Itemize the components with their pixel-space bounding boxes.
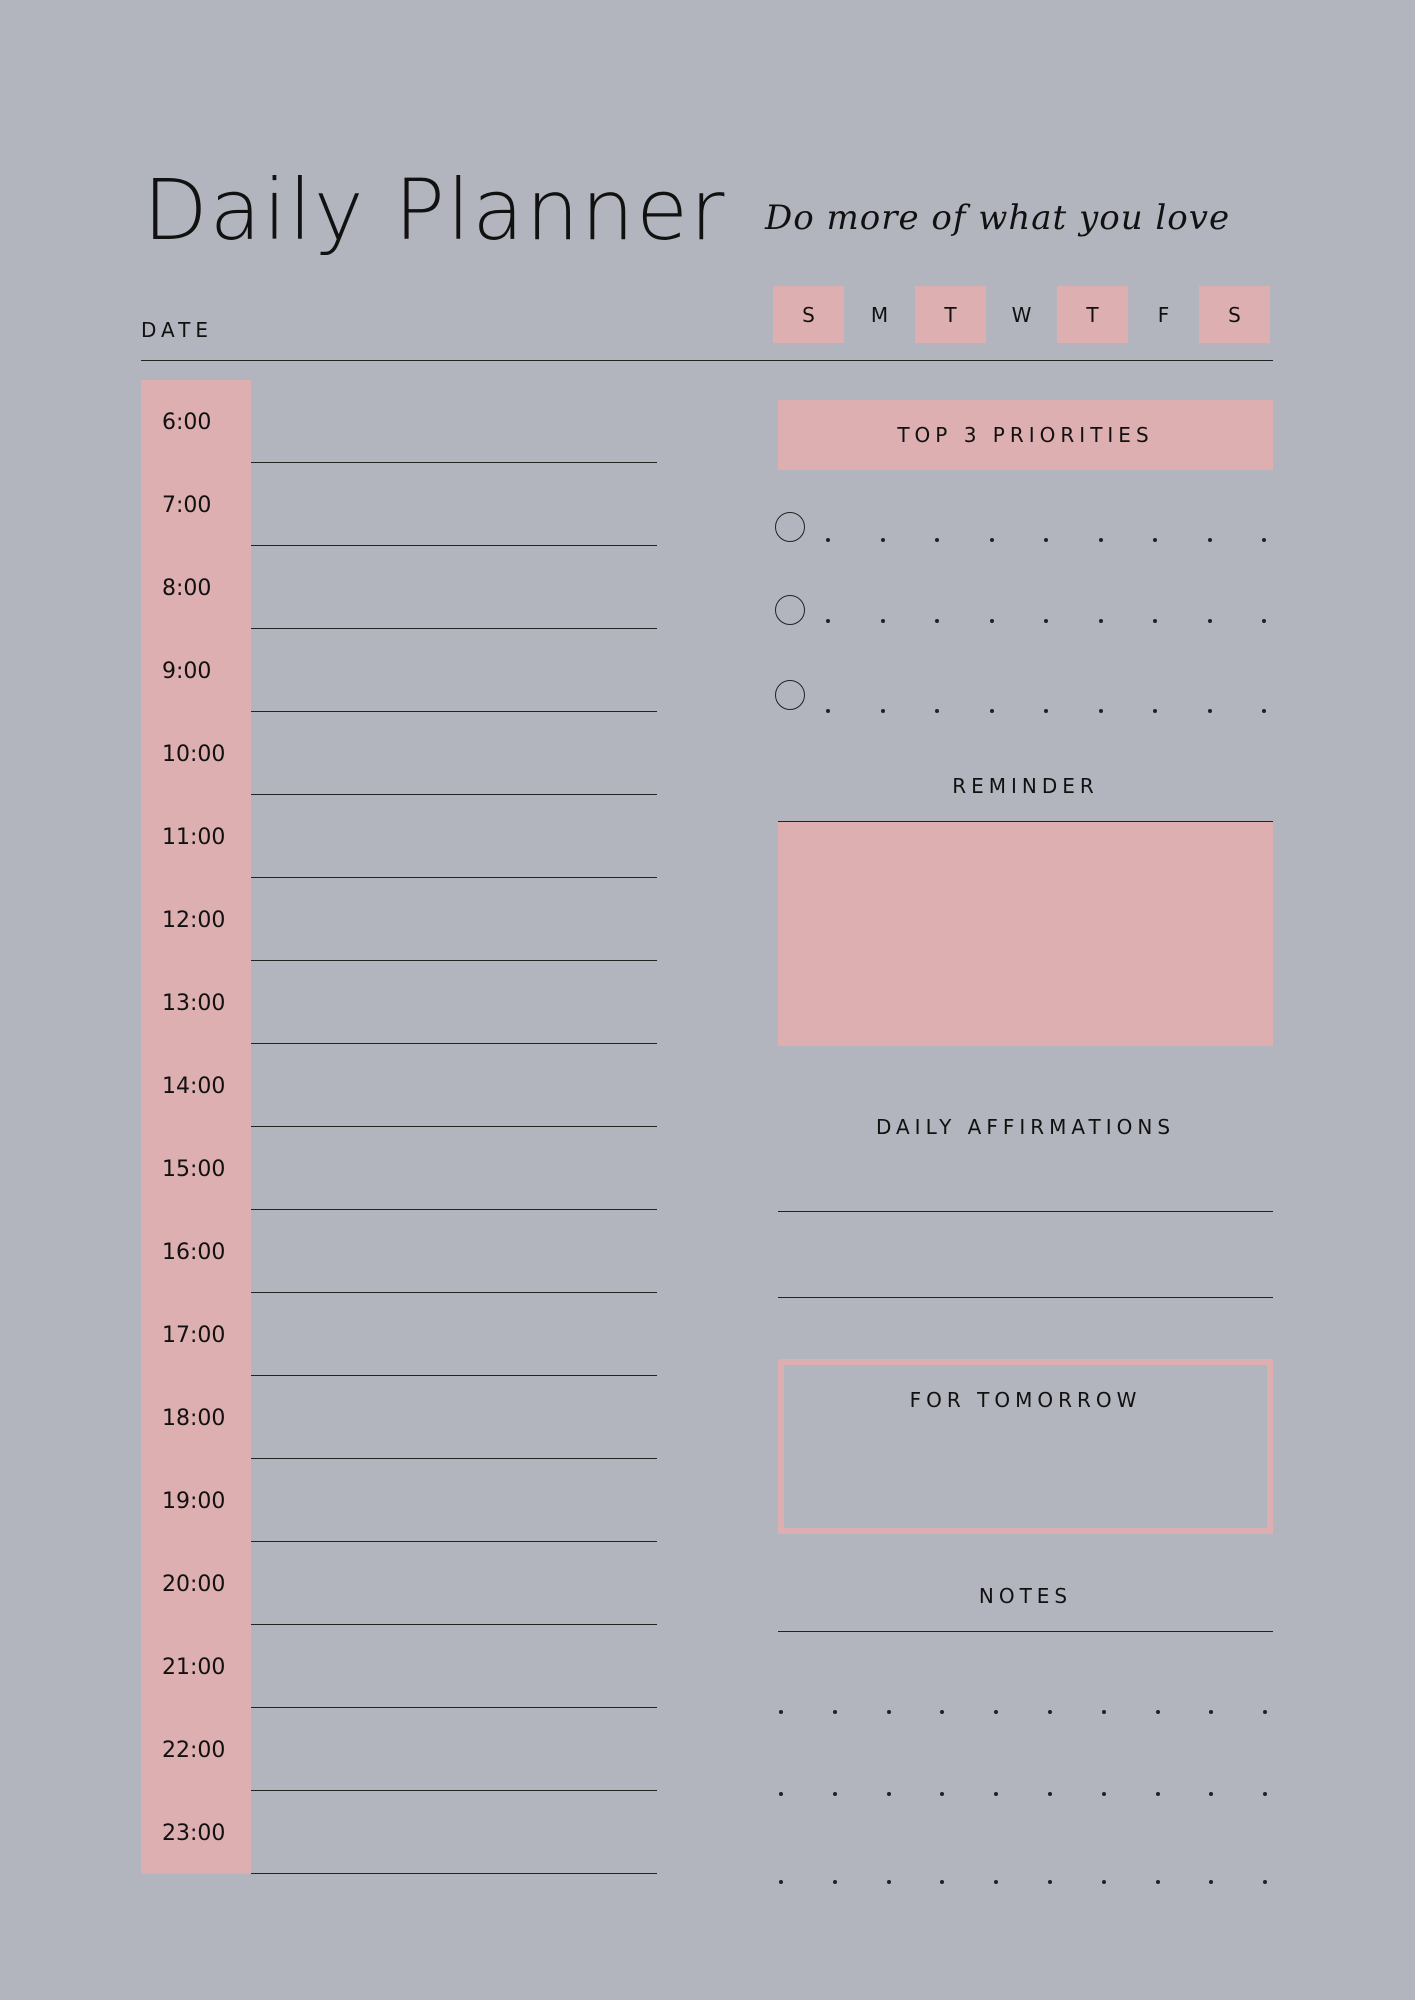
- page-title: Daily Planner: [143, 161, 727, 259]
- dot: [833, 1792, 837, 1796]
- hourly-schedule: [141, 380, 657, 1874]
- dot: [1044, 709, 1048, 713]
- schedule-row[interactable]: [141, 629, 657, 712]
- hour-label: 8:00: [162, 576, 212, 601]
- notes-title: NOTES: [978, 1584, 1073, 1608]
- hour-label: 6:00: [162, 410, 212, 435]
- dot: [881, 619, 885, 623]
- tomorrow-box[interactable]: [778, 1359, 1273, 1534]
- dotted-line: [826, 709, 1266, 713]
- notes-dotted-line[interactable]: [779, 1710, 1267, 1714]
- dot: [779, 1880, 783, 1884]
- dot: [881, 709, 885, 713]
- dotted-line: [826, 538, 1266, 542]
- dot: [1156, 1792, 1160, 1796]
- schedule-row[interactable]: [141, 1625, 657, 1708]
- dot: [994, 1880, 998, 1884]
- dot: [779, 1792, 783, 1796]
- weekday-sunday[interactable]: [773, 286, 844, 343]
- schedule-row[interactable]: [141, 1210, 657, 1293]
- dot: [935, 619, 939, 623]
- weekday-wednesday[interactable]: [986, 286, 1057, 343]
- weekday-label: F: [1157, 302, 1170, 327]
- hour-label: 21:00: [162, 1655, 226, 1680]
- dot: [940, 1880, 944, 1884]
- notes-dotted-line[interactable]: [779, 1880, 1267, 1884]
- schedule-row[interactable]: [141, 1293, 657, 1376]
- dot: [887, 1710, 891, 1714]
- weekday-label: M: [870, 302, 889, 327]
- dot: [779, 1710, 783, 1714]
- schedule-row[interactable]: [141, 795, 657, 878]
- priorities-header: [778, 400, 1273, 470]
- reminder-title: REMINDER: [952, 774, 1099, 798]
- notes-divider: [778, 1631, 1273, 1632]
- hour-label: 7:00: [162, 493, 212, 518]
- dot: [1048, 1792, 1052, 1796]
- priorities-title: TOP 3 PRIORITIES: [897, 423, 1154, 447]
- dot: [1048, 1880, 1052, 1884]
- dot: [994, 1792, 998, 1796]
- hour-label: 12:00: [162, 908, 226, 933]
- dot: [994, 1710, 998, 1714]
- hour-label: 16:00: [162, 1240, 226, 1265]
- header-divider: [141, 360, 1273, 361]
- dot: [1048, 1710, 1052, 1714]
- weekday-label: S: [802, 302, 815, 327]
- dot: [1099, 538, 1103, 542]
- dot: [990, 709, 994, 713]
- dot: [1208, 709, 1212, 713]
- schedule-row[interactable]: [141, 712, 657, 795]
- hour-label: 22:00: [162, 1738, 226, 1763]
- schedule-row[interactable]: [141, 1791, 657, 1874]
- dot: [1099, 709, 1103, 713]
- dot: [1099, 619, 1103, 623]
- dotted-line: [826, 619, 1266, 623]
- schedule-row[interactable]: [141, 878, 657, 961]
- schedule-row[interactable]: [141, 1376, 657, 1459]
- hour-label: 10:00: [162, 742, 226, 767]
- circle-checkbox-icon[interactable]: [775, 595, 805, 625]
- dot: [1262, 538, 1266, 542]
- weekday-saturday[interactable]: [1199, 286, 1270, 343]
- tagline: Do more of what you love: [765, 198, 1231, 238]
- notes-dotted-line[interactable]: [779, 1792, 1267, 1796]
- dot: [1156, 1710, 1160, 1714]
- weekday-friday[interactable]: [1128, 286, 1199, 343]
- dot: [881, 538, 885, 542]
- dot: [826, 619, 830, 623]
- affirmations-title: DAILY AFFIRMATIONS: [875, 1115, 1176, 1139]
- schedule-row[interactable]: [141, 961, 657, 1044]
- weekday-thursday[interactable]: [1057, 286, 1128, 343]
- schedule-row[interactable]: [141, 546, 657, 629]
- dot: [833, 1710, 837, 1714]
- hour-label: 19:00: [162, 1489, 226, 1514]
- dot: [990, 538, 994, 542]
- dot: [1262, 619, 1266, 623]
- dot: [935, 538, 939, 542]
- dot: [990, 619, 994, 623]
- dot: [1263, 1710, 1267, 1714]
- dot: [1153, 538, 1157, 542]
- reminder-box[interactable]: [778, 822, 1273, 1046]
- dot: [1209, 1880, 1213, 1884]
- circle-checkbox-icon[interactable]: [775, 512, 805, 542]
- dot: [1209, 1710, 1213, 1714]
- dot: [1263, 1792, 1267, 1796]
- priority-item[interactable]: [775, 512, 1275, 548]
- schedule-row[interactable]: [141, 1708, 657, 1791]
- dot: [1262, 709, 1266, 713]
- weekday-label: T: [944, 302, 957, 327]
- dot: [887, 1792, 891, 1796]
- dot: [1153, 619, 1157, 623]
- schedule-row[interactable]: [141, 1542, 657, 1625]
- dot: [887, 1880, 891, 1884]
- schedule-row[interactable]: [141, 1459, 657, 1542]
- hour-label: 14:00: [162, 1074, 226, 1099]
- schedule-row[interactable]: [141, 1127, 657, 1210]
- weekday-label: W: [1011, 302, 1032, 327]
- affirmation-line[interactable]: [778, 1297, 1273, 1298]
- hour-label: 23:00: [162, 1821, 226, 1846]
- dot: [826, 538, 830, 542]
- weekday-tuesday[interactable]: [915, 286, 986, 343]
- dot: [940, 1710, 944, 1714]
- hour-label: 20:00: [162, 1572, 226, 1597]
- dot: [940, 1792, 944, 1796]
- dot: [1156, 1880, 1160, 1884]
- dot: [1102, 1710, 1106, 1714]
- hour-label: 9:00: [162, 659, 212, 684]
- dot: [1102, 1792, 1106, 1796]
- hour-label: 17:00: [162, 1323, 226, 1348]
- dot: [1263, 1880, 1267, 1884]
- schedule-row[interactable]: [141, 380, 657, 463]
- hour-label: 15:00: [162, 1157, 226, 1182]
- priority-item[interactable]: [775, 595, 1275, 631]
- hour-label: 18:00: [162, 1406, 226, 1431]
- circle-checkbox-icon[interactable]: [775, 680, 805, 710]
- dot: [1044, 619, 1048, 623]
- schedule-row[interactable]: [141, 1044, 657, 1127]
- dot: [833, 1880, 837, 1884]
- dot: [826, 709, 830, 713]
- weekday-monday[interactable]: [844, 286, 915, 343]
- hour-label: 13:00: [162, 991, 226, 1016]
- dot: [1208, 538, 1212, 542]
- dot: [935, 709, 939, 713]
- weekday-label: T: [1086, 302, 1099, 327]
- hour-label: 11:00: [162, 825, 226, 850]
- weekday-selector: [773, 286, 1270, 343]
- dot: [1209, 1792, 1213, 1796]
- dot: [1153, 709, 1157, 713]
- dot: [1208, 619, 1212, 623]
- dot: [1102, 1880, 1106, 1884]
- weekday-label: S: [1228, 302, 1241, 327]
- date-label: DATE: [141, 318, 214, 342]
- dot: [1044, 538, 1048, 542]
- schedule-row[interactable]: [141, 463, 657, 546]
- affirmation-line[interactable]: [778, 1211, 1273, 1212]
- tomorrow-title: FOR TOMORROW: [909, 1388, 1142, 1412]
- priority-item[interactable]: [775, 680, 1275, 716]
